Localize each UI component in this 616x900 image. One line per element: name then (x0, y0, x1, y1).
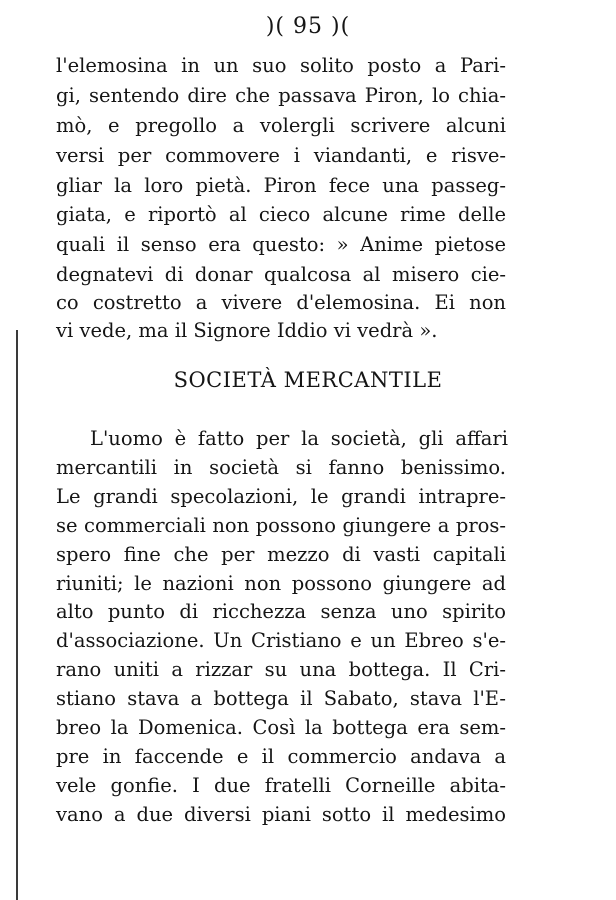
text-line: gliar la loro pietà. Piron fece una passeg- (56, 174, 506, 197)
text-line: L'uomo è fatto per la società, gli affari (90, 427, 508, 450)
text-line: pre in faccende e il commercio andava a (56, 745, 506, 768)
text-line: d'associazione. Un Cristiano e un Ebreo s'e- (56, 629, 506, 652)
page-number: )( 95 )( (265, 14, 351, 39)
text-line: vi vede, ma il Signore Iddio vi vedrà ». (56, 319, 438, 342)
text-line: se commerciali non possono giungere a pros- (56, 514, 506, 537)
text-line: l'elemosina in un suo solito posto a Pari- (56, 54, 506, 77)
text-line: rano uniti a rizzar su una bottega. Il Cri- (56, 658, 506, 681)
text-line: spero fine che per mezzo di vasti capitali (56, 543, 506, 566)
text-line: co costretto a vivere d'elemosina. Ei non (56, 291, 506, 314)
text-line: vano a due diversi piani sotto il medesimo (56, 803, 506, 826)
text-line: gi, sentendo dire che passava Piron, lo chia- (56, 84, 506, 107)
text-line: giata, e riportò al cieco alcune rime delle (56, 203, 506, 226)
text-line: alto punto di ricchezza senza uno spirito (56, 600, 506, 623)
text-line: Le grandi specolazioni, le grandi intrapre- (56, 485, 506, 508)
text-line: quali il senso era questo: » Anime pietose (56, 233, 506, 256)
text-line: mercantili in società si fanno benissimo. (56, 456, 506, 479)
page-edge-line (16, 330, 18, 900)
section-heading: SOCIETÀ MERCANTILE (173, 368, 443, 392)
text-line: riuniti; le nazioni non possono giungere ad (56, 572, 506, 595)
text-line: versi per commovere i viandanti, e risve- (56, 144, 506, 167)
text-line: breo la Domenica. Così la bottega era sem- (56, 716, 506, 739)
text-line: vele gonfie. I due fratelli Corneille abita- (56, 774, 506, 797)
text-line: mò, e pregollo a volergli scrivere alcuni (56, 114, 506, 137)
text-line: degnatevi di donar qualcosa al misero cie- (56, 263, 506, 286)
text-line: stiano stava a bottega il Sabato, stava l'E- (56, 687, 506, 710)
